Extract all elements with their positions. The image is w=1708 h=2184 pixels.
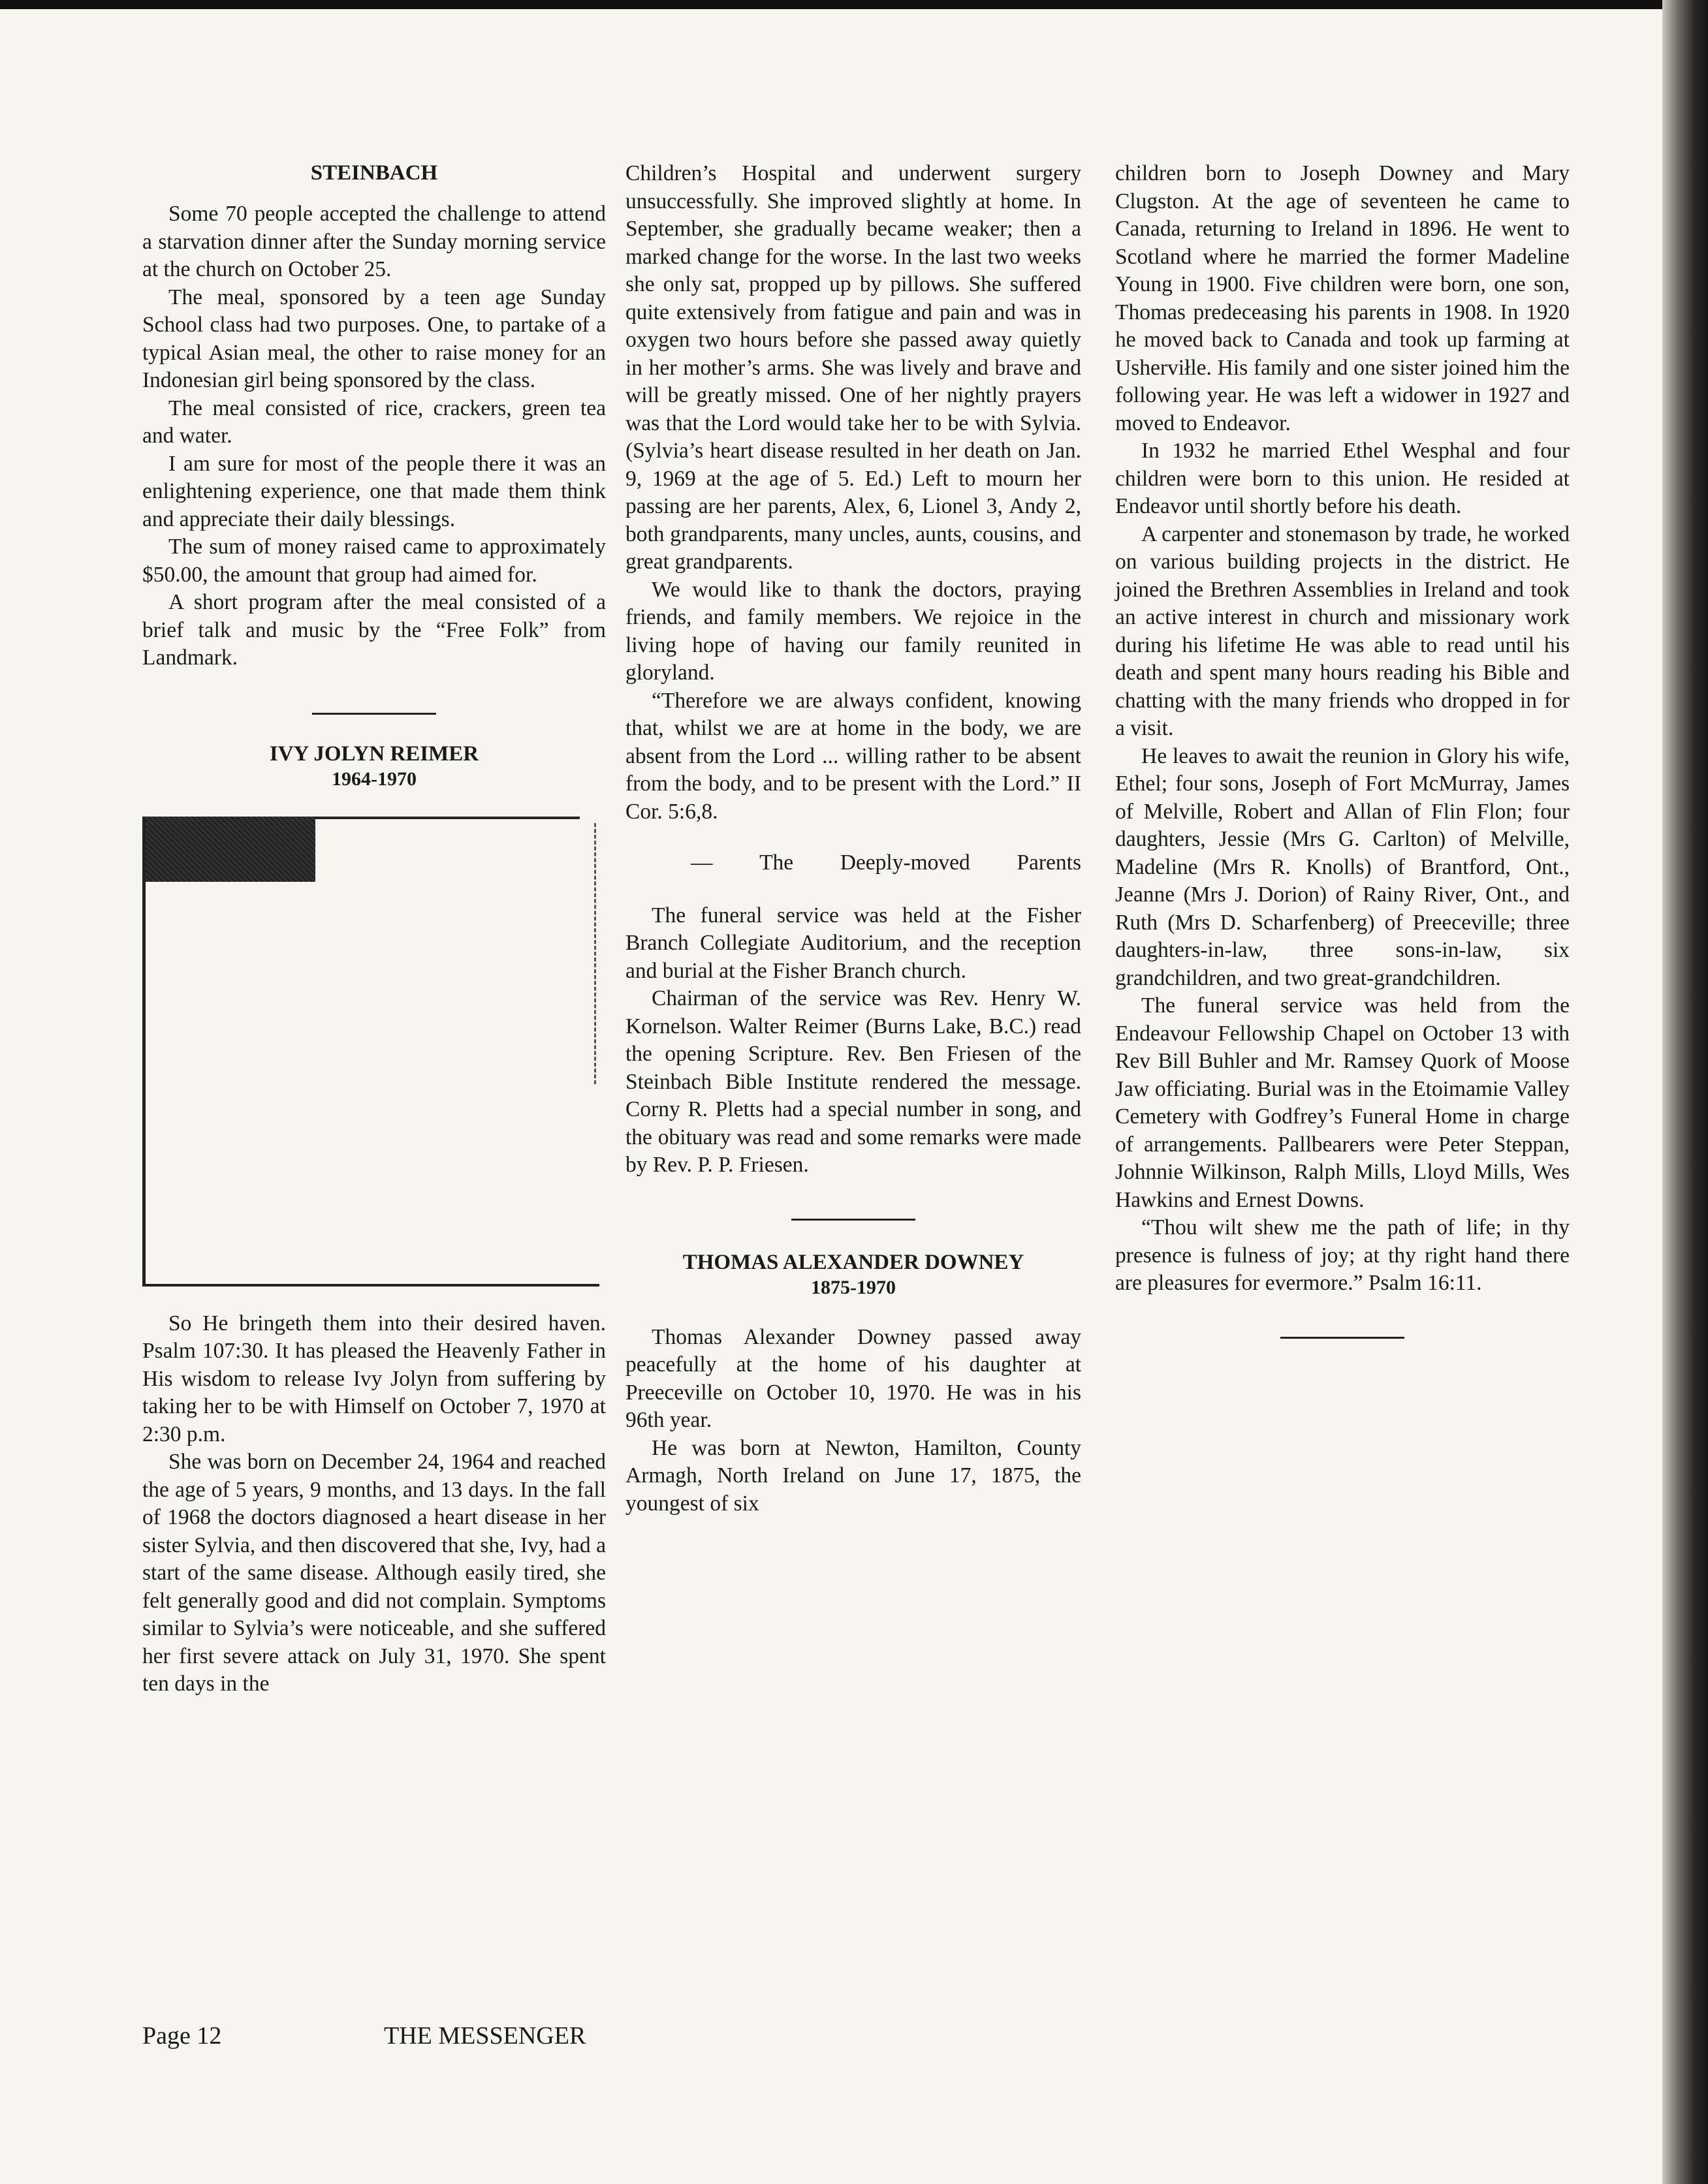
page-number: Page 12	[142, 2022, 222, 2050]
signature-word-3: Parents	[1017, 850, 1081, 875]
funeral-paragraph-1: The funeral service was held at the Fisher Branch Collegiate Auditorium, and the reception and burial at the Fisher Branch church.	[625, 903, 1081, 983]
reimer-continued-paragraph-2: We would like to thank the doctors, praying friends, and family members. We rejoice in the living hope of having our family reunited in gloryland.	[625, 577, 1081, 685]
section-divider	[1280, 1337, 1404, 1339]
reimer-paragraph-2: She was born on December 24, 1964 and reached the age of 5 years, 9 months, and 13 days. In the fall of 1968 the doctors diagnosed a heart disease in her sister Sylvia, and then discovered that she, Ivy, had a start of the same disease. Although easily tired, she felt generally good and did not complain. Symptoms similar to Sylvia’s were noticeable, and she suffered her first severe attack on July 31, 1970. She spent ten days in the	[142, 1450, 606, 1696]
column-left	[142, 160, 606, 1698]
downey-continued-paragraph-2: In 1932 he married Ethel Wesphal and four children were born to this union. He resided at Endeavor until shortly before his death.	[1115, 439, 1570, 518]
photo-dark-area	[142, 817, 315, 882]
reimer-continued-paragraph-3: “Therefore we are always confident, knowing that, whilst we are at home in the body, we are absent from the Lord ... willing rather to be absent from the body, and to be present with the Lord.” II Cor. 5:6,8.	[625, 688, 1081, 824]
steinbach-paragraph-5: The sum of money raised came to approximately $50.00, the amount that group had aimed for.	[142, 535, 606, 587]
scan-right-edge	[1662, 0, 1708, 2184]
reimer-heading: IVY JOLYN REIMER	[269, 741, 479, 766]
funeral-paragraph-2: Chairman of the service was Rev. Henry W. Kornelson. Walter Reimer (Burns Lake, B.C.) read the opening Scripture. Rev. Ben Friesen of the Steinbach Bible Institute rendered the message. Corny R. Pletts had a special number in song, and the obituary was read and some remarks were made by Rev. P. P. Friesen.	[625, 986, 1081, 1177]
steinbach-paragraph-6: A short program after the meal consisted of a brief talk and music by the “Free Folk” from Landmark.	[142, 590, 606, 670]
downey-continued-paragraph-4: He leaves to await the reunion in Glory his wife, Ethel; four sons, Joseph of Fort McMurray, James of Melville, Robert and Allan of Flin Flon; four daughters, Jessie (Mrs G. Carlton) of Melville, Madeline (Mrs R. Knolls) of Brantford, Ont., Jeanne (Mrs J. Dorion) of Rainy River, Ont., and Ruth (Mrs D. Scharfenberg) of Preeceville; three daughters-in-law, three sons-in-law, six grandchildren, and two great-grandchildren.	[1115, 743, 1570, 990]
reimer-paragraph-1: So He bringeth them into their desired haven. Psalm 107:30. It has pleased the Heavenly Father in His wisdom to release Ivy Jolyn from suffering by taking her to be with Himself on October 7, 1970 at 2:30 p.m.	[142, 1311, 606, 1446]
steinbach-paragraph-1: Some 70 people accepted the challenge to attend a starvation dinner after the Sunday morning service at the church on October 25.	[142, 202, 606, 281]
signature-line	[625, 849, 1081, 877]
downey-dates: 1875-1970	[811, 1276, 896, 1298]
scan-top-edge	[0, 0, 1708, 9]
signature-dash: —	[691, 850, 713, 875]
downey-paragraph-1: Thomas Alexander Downey passed away peacefully at the home of his daughter at Preeceville on October 10, 1970. He was in his 96th year.	[625, 1324, 1081, 1432]
steinbach-paragraph-3: The meal consisted of rice, crackers, green tea and water.	[142, 396, 606, 448]
downey-paragraph-2: He was born at Newton, Hamilton, County Armagh, North Ireland on June 17, 1875, the youngest of six	[625, 1435, 1081, 1516]
downey-continued-paragraph-5: The funeral service was held from the Endeavour Fellowship Chapel on October 13 with Rev Bill Buhler and Mr. Ramsey Quork of Moose Jaw officiating. Burial was in the Etoimamie Valley Cemetery with Godfrey’s Funeral Home in charge of arrangements. Pallbearers were Peter Steppan, Johnnie Wilkinson, Ralph Mills, Lloyd Mills, Wes Hawkins and Ernest Downs.	[1115, 993, 1570, 1212]
downey-continued-paragraph-1: children born to Joseph Downey and Mary Clugston. At the age of seventeen he came to Canada, returning to Ireland in 1896. He went to Scotland where he married the former Madeline Young in 1900. Five children were born, one son, Thomas predeceasing his parents in 1908. In 1920 he moved back to Canada and took up farming at Usherviłle. His family and one sister joined him the following year. He was left a widower in 1927 and moved to Endeavor.	[1115, 161, 1570, 435]
reimer-continued-paragraph-1: Children’s Hospital and underwent surgery unsuccessfully. She improved slightly at home. In September, she gradually became weaker; then a marked change for the worse. In the last two weeks she only sat, propped up by pillows. She suffered quite extensively from fatigue and pain and was in oxygen two hours before she passed away quietly in her mother’s arms. She was lively and brave and will be greatly missed. One of her nightly prayers was that the Lord would take her to be with Sylvia. (Sylvia’s heart disease resulted in her death on Jan. 9, 1969 at the age of 5. Ed.) Left to mourn her passing are her parents, Alex, 6, Lionel 3, Andy 2, both grandparents, many uncles, aunts, cousins, and great grandparents.	[625, 161, 1081, 574]
steinbach-heading: STEINBACH	[310, 161, 438, 185]
downey-heading: THOMAS ALEXANDER DOWNEY	[682, 1250, 1024, 1274]
column-right	[1115, 160, 1570, 1339]
signature-word-1: The	[759, 850, 794, 875]
downey-continued-paragraph-6: “Thou wilt shew me the path of life; in thy presence is fulness of joy; at thy right hand there are pleasures for evermore.” Psalm 16:11.	[1115, 1215, 1570, 1295]
reimer-dates: 1964-1970	[332, 768, 417, 790]
column-middle	[625, 160, 1081, 1518]
publication-name: THE MESSENGER	[384, 2022, 586, 2050]
obituary-photo-frame	[142, 817, 599, 1287]
steinbach-paragraph-4: I am sure for most of the people there it was an enlightening experience, one that made them think and appreciate their daily blessings.	[142, 451, 606, 531]
downey-continued-paragraph-3: A carpenter and stonemason by trade, he worked on various building projects in the district. He joined the Brethren Assemblies in Ireland and took an active interest in church and missionary work during his lifetime He was able to read until his death and spent many hours reading his Bible and chatting with the many friends who dropped in for a visit.	[1115, 522, 1570, 740]
steinbach-paragraph-2: The meal, sponsored by a teen age Sunday School class had two purposes. One, to partake of a typical Asian meal, the other to raise money for an Indonesian girl being sponsored by the class.	[142, 285, 606, 392]
signature-word-2: Deeply-moved	[840, 850, 970, 875]
